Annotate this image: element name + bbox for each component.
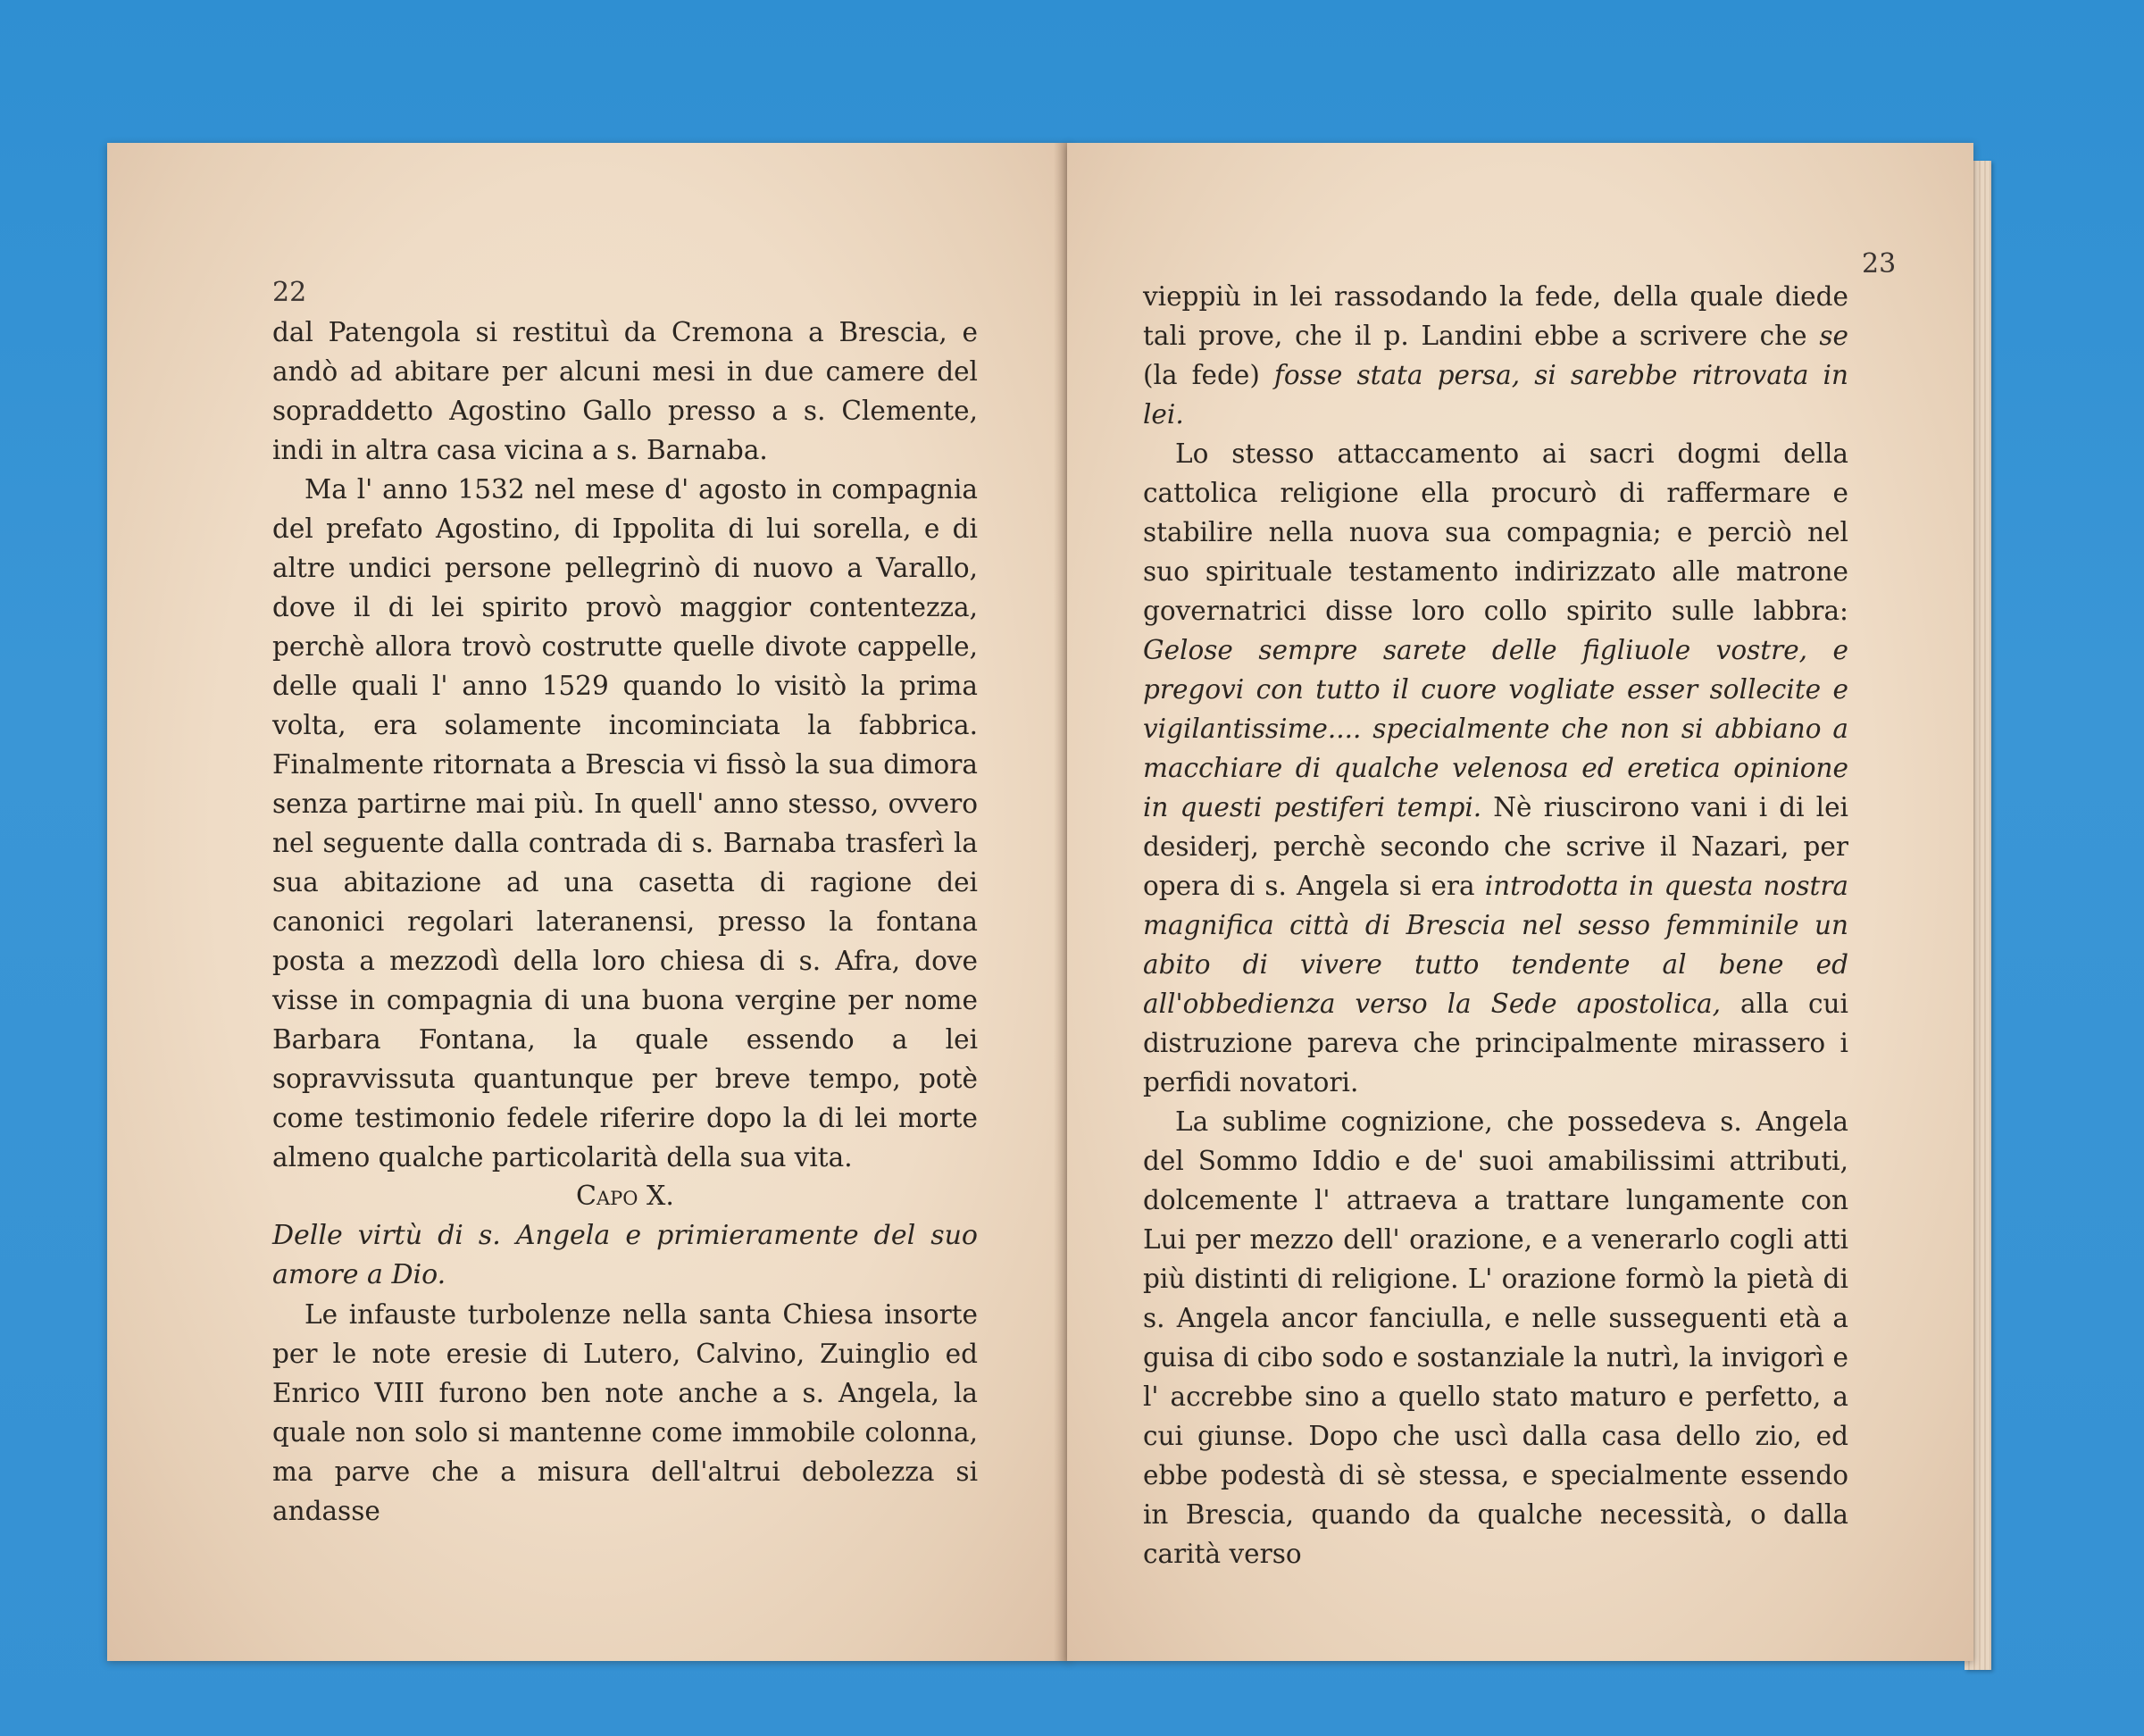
right-page-text [1143, 277, 1848, 1573]
text-run-italic: se [1819, 321, 1848, 351]
text-run: vieppiù in lei rassodando la fede, della quale diede tali prove, che il p. Landini ebbe a scrivere che [1143, 281, 1848, 351]
text-run-italic: introdotta in questa nostra magnifica città di Brescia nel sesso femminile un abito di vivere tutto tendente al bene ed all'obbedienza verso la Sede apostolica, [1143, 871, 1849, 1019]
text-run: alla cui distruzione pareva che principalmente mirassero i perfidi novatori. [1143, 989, 1848, 1098]
paragraph: Ma l' anno 1532 nel mese d' agosto in compagnia del prefato Agostino, di Ippolita di lui sorella, e di altre undici persone pellegrinò di nuovo a Varallo, dove il di lei spirito provò maggior contentezza, perchè allora trovò costrutte quelle divote cappelle, delle quali l' anno 1529 quando lo visitò la prima volta, era solamente incominciata la fabbrica. Finalmente ritornata a Brescia vi fissò la sua dimora senza partirne mai più. In quell' anno stesso, ovvero nel seguente dalla contrada di s. Barnaba trasferì la sua abitazione ad una casetta di ragione dei canonici regolari lateranensi, presso la fontana posta a mezzodì della loro chiesa di s. Afra, dove visse in compagnia di una buona vergine per nome Barbara Fontana, la quale essendo a lei sopravvissuta quantunque per breve tempo, potè come testimonio fedele riferire dopo la di lei morte almeno qualche particolarità della sua vita. [272, 474, 978, 1173]
right-page [1067, 143, 1973, 1661]
page-number-right: 23 [1862, 248, 1897, 280]
paragraph: Le infauste turbolenze nella santa Chiesa insorte per le note eresie di Lutero, Calvino, Zuinglio ed Enrico VIII furono ben note anche a s. Angela, la quale non solo si mantenne come immobile colonna, ma parve che a misura dell'altrui debolezza si andasse [272, 1299, 978, 1526]
paragraph [1143, 277, 1848, 434]
chapter-subtitle: Delle virtù di s. Angela e primieramente del suo amore a Dio. [272, 1220, 978, 1290]
paragraph: La sublime cognizione, che possedeva s. Angela del Sommo Iddio e de' suoi amabilissimi attributi, dolcemente l' attraeva a trattare lungamente con Lui per mezzo dell' orazione, e a venerarlo cogli atti più distinti di religione. L' orazione formò la pietà di s. Angela ancor fanciulla, e nelle susseguenti età a guisa di cibo sodo e sostanziale la nutrì, la invigorì e l' accrebbe sino a quello stato maturo e perfetto, a cui giunse. Dopo che uscì dalla casa dello zio, ed ebbe podestà di sè stessa, e specialmente essendo in Brescia, quando da qualche necessità, o dalla carità verso [1143, 1106, 1848, 1569]
text-run: (la fede) [1143, 360, 1274, 390]
text-run-italic: Gelose sempre sarete delle figliuole vostre, e pregovi con tutto il cuore vogliate esser sollecite e vigilantissime.... specialmente che non si abbiano a macchiare di qualche velenosa ed eretica opinione in questi pestiferi tempi. [1143, 635, 1848, 822]
open-book [98, 125, 1973, 1697]
text-run: Lo stesso attaccamento ai sacri dogmi della cattolica religione ella procurò di raffermare e stabilire nella nuova sua compagnia; e perciò nel suo spirituale testamento indirizzato alle matrone governatrici disse loro collo spirito sulle labbra: [1143, 438, 1848, 626]
left-page-text [272, 313, 978, 1531]
paragraph: dal Patengola si restituì da Cremona a Brescia, e andò ad abitare per alcuni mesi in due camere del sopraddetto Agostino Gallo presso a s. Clemente, indi in altra casa vicina a s. Barnaba. [272, 317, 978, 465]
text-run: Nè riuscirono vani i di lei desiderj, perchè secondo che scrive il Nazari, per opera di s. Angela si era [1143, 792, 1848, 901]
left-page [107, 143, 1070, 1661]
paragraph [1143, 434, 1848, 1102]
page-number-left: 22 [272, 277, 307, 308]
chapter-heading: Capo X. [576, 1181, 674, 1212]
text-run-italic: fosse stata persa, si sarebbe ritrovata in lei. [1143, 360, 1848, 430]
